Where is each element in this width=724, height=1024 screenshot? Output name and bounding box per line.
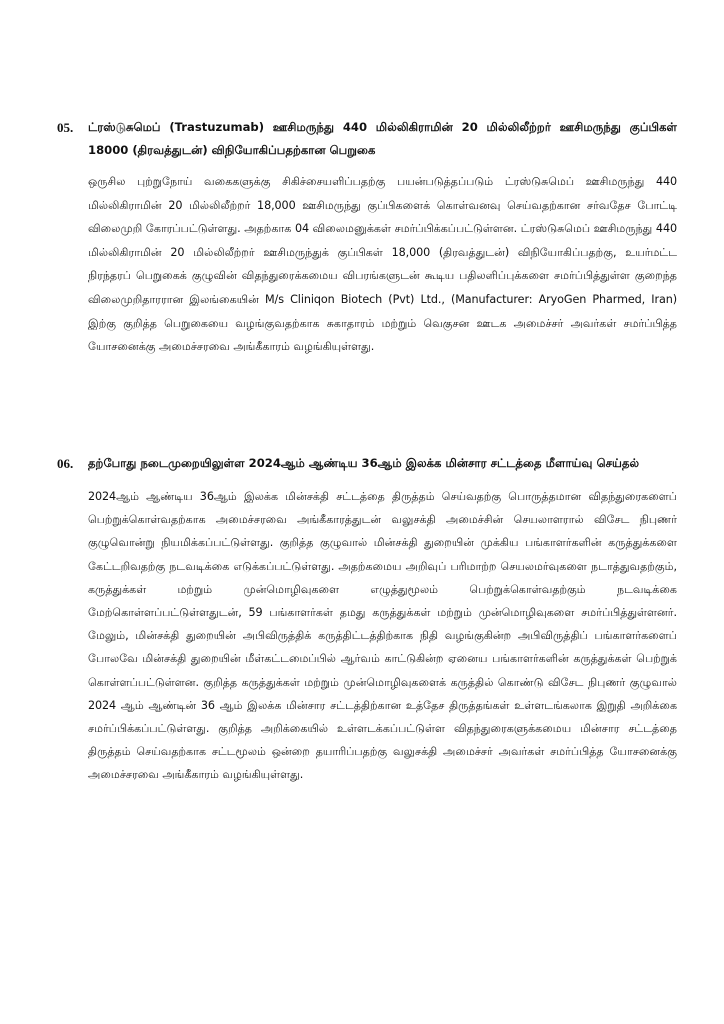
- decision-section-06: [57, 452, 677, 787]
- section-body: 2024ஆம் ஆண்டிய 36ஆம் இலக்க மின்சக்தி சட்டத்தை திருத்தம் செய்வதற்கு பொருத்தமான விதந்துரைகளைப் பெற்றுக்கொள்வதற்காக அமைச்சரவை அங்கீகாரத்துடன் வலுசக்தி அமைச்சின் செயலாளரால் விசேட நிபுணர் குழுவொன்று நியமிக்கப்பட்டுள்ளது. குறித்த குழுவால் மின்சக்தி துறையின் முக்கிய பங்காளர்களின் கருத்துக்களை கேட்டறிவதற்கு நடவடிக்கை எடுக்கப்பட்டுள்ளது. அதற்கமைய அறிவுப் பரிமாற்ற செயலமர்வுகளை நடாத்துவதற்கும், கருத்துக்கள் மற்றும் முன்மொழிவுகளை எழுத்துமூலம் பெற்றுக்கொள்வதற்கும் நடவடிக்கை மேற்கொள்ளப்பட்டுள்ளதுடன், 59 பங்காளர்கள் தமது கருத்துக்கள் மற்றும் முன்மொழிவுகளை சமர்ப்பித்துள்ளனர். மேலும், மின்சக்தி துறையின் அபிவிருத்திக் கருத்திட்டத்திற்காக நிதி வழங்குகின்ற அபிவிருத்திப் பங்காளர்களைப் போலவே மின்சக்தி துறையின் மீள்கட்டமைப்பில் ஆர்வம் காட்டுகின்ற ஏனைய பங்காளர்களின் கருத்துக்கள் பெற்றுக் கொள்ளப்பட்டுள்ளன. குறித்த கருத்துக்கள் மற்றும் முன்மொழிவுகளைக் கருத்தில் கொண்டு விசேட நிபுணர் குழுவால் 2024 ஆம் ஆண்டின் 36 ஆம் இலக்க மின்சார சட்டத்திற்கான உத்தேச திருத்தங்கள் உள்ளடங்கலாக இறுதி அறிக்கை சமர்ப்பிக்கப்பட்டுள்ளது. குறித்த அறிக்கையில் உள்ளடக்கப்பட்டுள்ள விதந்துரைகளுக்கமைய மின்சார சட்டத்தை திருத்தம் செய்வதற்காக சட்டமூலம் ஒன்றை தயாரிப்பதற்கு வலுசக்தி அமைச்சர் அவர்கள் சமர்ப்பித்த யோசனைக்கு அமைச்சரவை அங்கீகாரம் வழங்கியுள்ளது.: [88, 490, 677, 782]
- section-title: ட்ரஸ்டுசுமெப் (Trastuzumab) ஊசிமருந்து 440 மில்லிகிராமின் 20 மில்லிலீற்றர் ஊசிமருந்து குப்பிகள் 18000 (திரவத்துடன்) விநியோகிப்பதற்கான பெறுகை: [88, 120, 677, 157]
- section-number: 06.: [57, 456, 74, 471]
- section-number: 05.: [57, 120, 74, 135]
- section-heading: [57, 452, 677, 475]
- section-body: ஒருசில புற்றுநோய் வகைகளுக்கு சிகிச்சையளிப்பதற்கு பயன்படுத்தப்படும் ட்ரஸ்டுசுமெப் ஊசிமருந்து 440 மில்லிகிராமின் 20 மில்லிலீற்றர் 18,000 ஊசிமருந்து குப்பிகளைக் கொள்வனவு செய்வதற்கான சர்வதேச போட்டி விலைமுறி கோரப்பட்டுள்ளது. அதற்காக 04 விலைமனுக்கள் சமர்ப்பிக்கப்பட்டுள்ளன. ட்ரஸ்டுசுமெப் ஊசிமருந்து 440 மில்லிகிராமின் 20 மில்லிலீற்றர் ஊசிமருந்துக் குப்பிகள் 18,000 (திரவத்துடன்) விநியோகிப்பதற்கு, உயர்மட்ட நிரந்தரப் பெறுகைக் குழுவின் விதந்துரைக்கமைய விபரங்களுடன் கூடிய பதிலளிப்புக்களை சமர்ப்பித்துள்ள குறைந்த விலைமுறிதாரரான இலங்கையின் M/s Cliniqon Biotech (Pvt) Ltd., (Manufacturer: AryoGen Pharmed, Iran) இற்கு குறித்த பெறுகையை வழங்குவதற்காக சுகாதாரம் மற்றும் வெகுசன ஊடக அமைச்சர் அவர்கள் சமர்ப்பித்த யோசனைக்கு அமைச்சரவை அங்கீகாரம் வழங்கியுள்ளது.: [88, 175, 677, 354]
- section-heading: [57, 116, 677, 162]
- section-title: தற்போது நடைமுறையிலுள்ள 2024ஆம் ஆண்டிய 36ஆம் இலக்க மின்சார சட்டத்தை மீளாய்வு செய்தல்: [88, 456, 640, 470]
- decision-section-05: [57, 116, 677, 359]
